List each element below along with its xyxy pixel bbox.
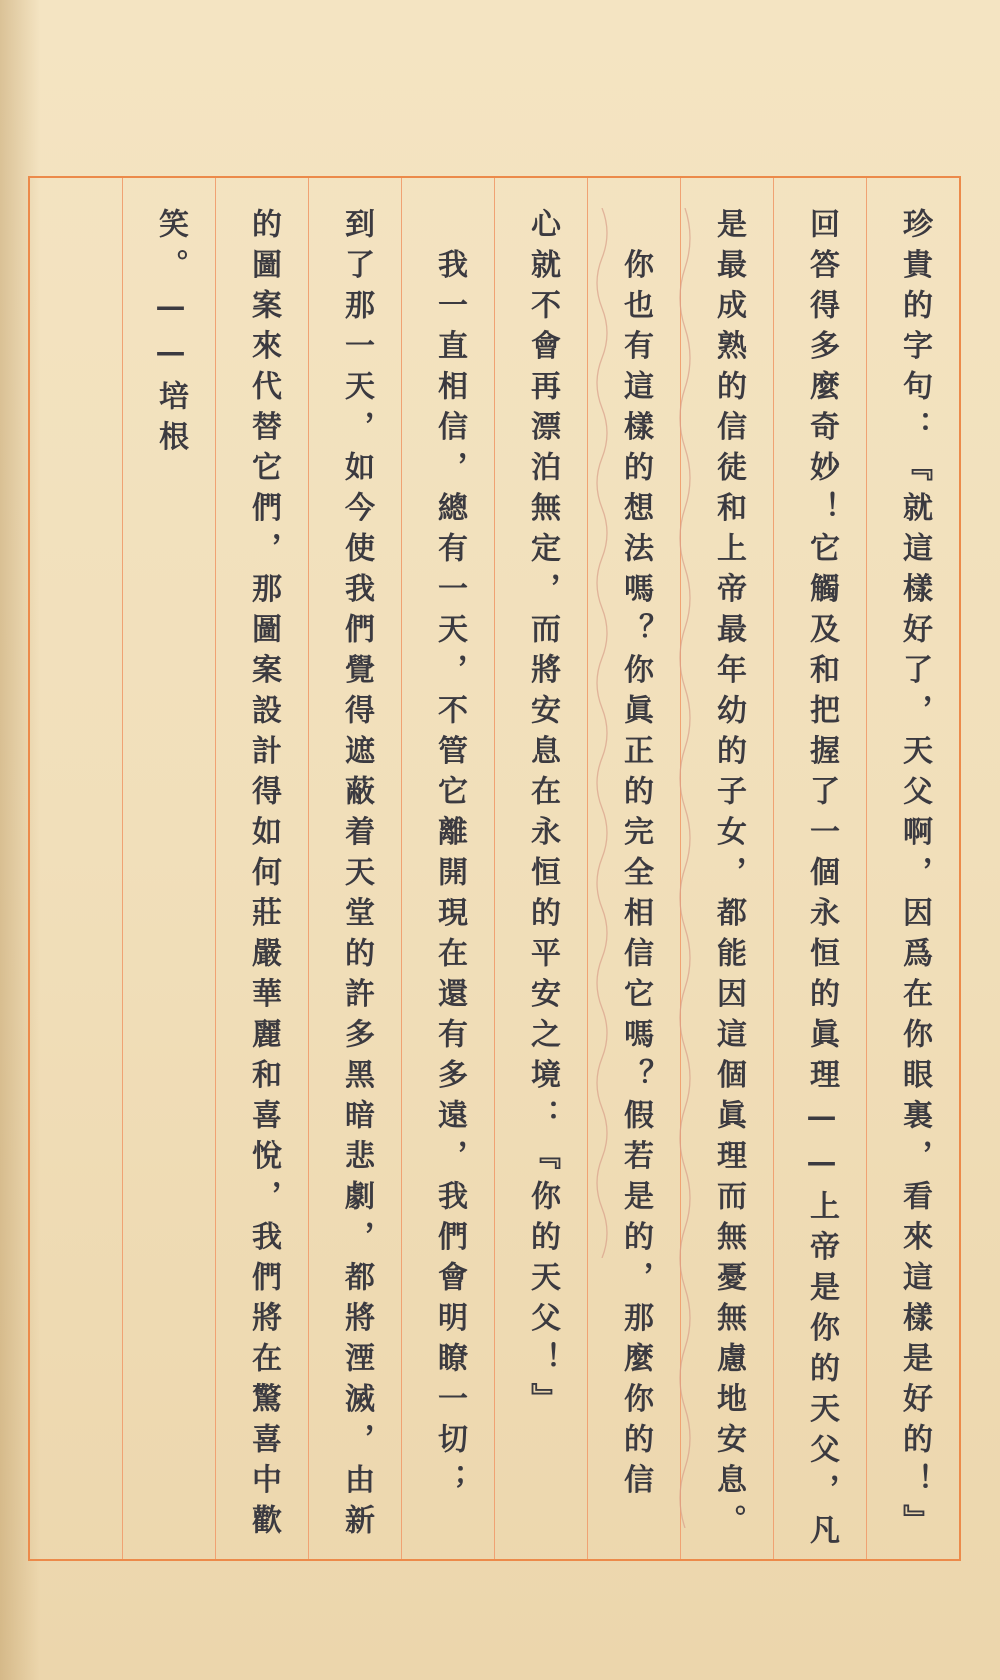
text-column-8: 的圖案來代替它們，那圖案設計得如何莊嚴華麗和喜悅，我們將在驚喜中歡: [246, 208, 281, 1545]
column-rule: [308, 178, 309, 1559]
column-rule: [401, 178, 402, 1559]
column-rule: [215, 178, 216, 1559]
text-column-4: 你也有這樣的想法嗎？你眞正的完全相信它嗎？假若是的，那麼你的信: [618, 208, 653, 1504]
column-rule: [866, 178, 867, 1559]
text-column-3: 是最成熟的信徒和上帝最年幼的子女，都能因這個眞理而無憂無慮地安息。: [711, 208, 746, 1545]
column-rule: [122, 178, 123, 1559]
text-column-5: 心就不會再漂泊無定，而將安息在永恒的平安之境：『你的天父！』: [525, 208, 560, 1423]
text-column-7: 到了那一天，如今使我們覺得遮蔽着天堂的許多黑暗悲劇，都將湮滅，由新: [339, 208, 374, 1545]
pencil-wavy-line: [670, 208, 700, 1528]
text-frame: [28, 176, 961, 1561]
column-rule: [494, 178, 495, 1559]
text-column-9: 笑。——培根: [153, 208, 188, 461]
column-rule: [773, 178, 774, 1559]
text-column-2: 回答得多麼奇妙！它觸及和把握了一個永恒的眞理——上帝是你的天父，凡: [804, 208, 839, 1555]
text-column-6: 我一直相信，總有一天，不管它離開現在還有多遠，我們會明瞭一切；: [432, 208, 467, 1504]
text-column-1: 珍貴的字句：『就這樣好了，天父啊，因爲在你眼裏，看來這樣是好的！』: [897, 208, 932, 1545]
